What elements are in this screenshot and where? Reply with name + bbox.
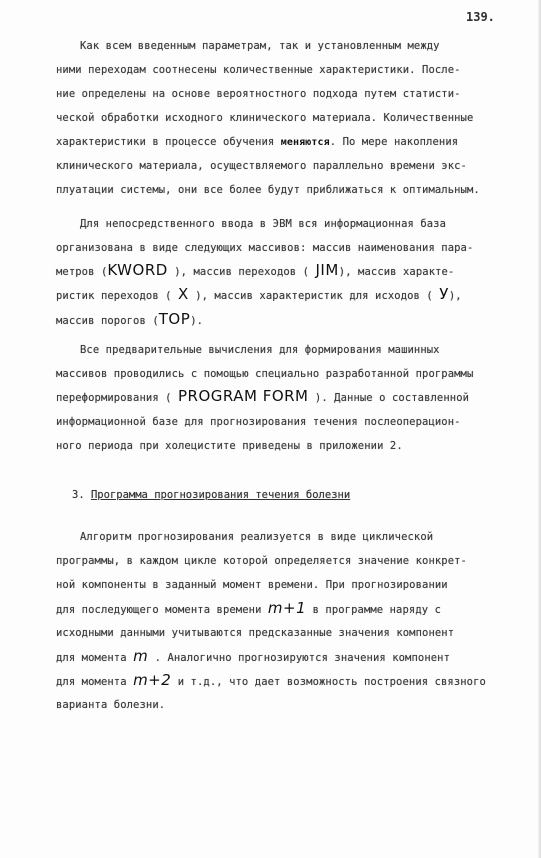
text-span: в программе наряду с [312, 604, 442, 616]
text-line: массивов проводились с помощью специально разработанной программы [56, 368, 474, 380]
text-line: информационной базе для прогнозирования течения послеоперацион- [56, 416, 461, 428]
text-span: ), массив переходов ( [174, 266, 310, 278]
handwritten-m: m [133, 647, 149, 665]
text-span: для момента [56, 652, 127, 664]
text-span: для последующего момента времени [56, 604, 262, 616]
text-line: плуатации системы, они все более будут приближаться к оптимальным. [56, 184, 480, 196]
text-span: характеристики в процессе обучения [56, 136, 275, 148]
text-line: клинического материала, осуществляемого параллельно времени экс- [56, 160, 467, 172]
text-span: метров ( [56, 266, 108, 278]
handwritten-top: TOP [158, 310, 191, 328]
text-span: для момента [56, 676, 127, 688]
text-line: Все предварительные вычисления для формирования машинных [80, 344, 440, 356]
text-line: Алгоритм прогнозирования реализуется в виде циклической [80, 531, 434, 543]
text-span: ). [190, 315, 204, 327]
handwritten-x: X [178, 285, 189, 303]
text-span: ристик переходов ( [56, 290, 172, 302]
text-span: . По мере накопления [329, 136, 459, 148]
text-line: исходными данными учитываются предсказанные значения компонент [56, 627, 455, 639]
text-span: и т.д., что дает возможность построения связного [177, 676, 486, 688]
text-line: ние определены на основе вероятностного подхода путем статисти- [56, 88, 461, 100]
text-line: программы, в каждом цикле которой определяется значение конкрет- [56, 555, 467, 567]
text-span: переформирования ( [56, 392, 172, 404]
text-line: ними переходам соотнесены количественные характеристики. После- [56, 64, 461, 76]
handwritten-m-plus-1: m+1 [267, 599, 307, 617]
inserted-word: меняются [280, 137, 330, 148]
text-line: ной компоненты в заданный момент времени. При прогнозировании [56, 579, 448, 591]
text-span: ), [448, 290, 462, 302]
section-number: 3. [72, 489, 85, 501]
text-line [56, 310, 203, 328]
text-span: ). Данные о составленной [314, 392, 470, 404]
text-line: Для непосредственного ввода в ЭВМ вся информационная база [80, 218, 447, 230]
section-title: Программа прогнозирования течения болезни [90, 489, 351, 501]
handwritten-y: У [439, 285, 449, 303]
text-line [56, 647, 450, 665]
text-line [56, 671, 486, 689]
text-span: ), массив характеристик для исходов ( [195, 290, 433, 302]
section-heading [72, 489, 350, 501]
text-line: ного периода при холецистите приведены в приложении 2. [56, 440, 403, 452]
text-line: варианта болезни. [56, 699, 166, 711]
text-line [56, 136, 458, 148]
text-line: организована в виде следующих массивов: массив наименования пара- [56, 242, 474, 254]
handwritten-jim: JIM [315, 261, 339, 279]
text-line [56, 261, 454, 279]
handwritten-m-plus-2: m+2 [133, 671, 172, 689]
text-line: Как всем введенным параметрам, так и установленным между [80, 40, 440, 52]
handwritten-kword: KWORD [107, 261, 168, 279]
handwritten-program-form: PROGRAM FORM [178, 387, 309, 405]
text-line [56, 599, 441, 617]
text-line [56, 387, 469, 405]
text-line [56, 285, 462, 303]
text-span: . Аналогично прогнозируются значения компонент [154, 652, 450, 664]
text-span: ), массив характе- [338, 266, 455, 278]
text-line: ческой обработки исходного клинического материала. Количественные [56, 112, 474, 124]
text-span: массив порогов ( [56, 315, 159, 327]
page-number: 139. [466, 10, 495, 24]
